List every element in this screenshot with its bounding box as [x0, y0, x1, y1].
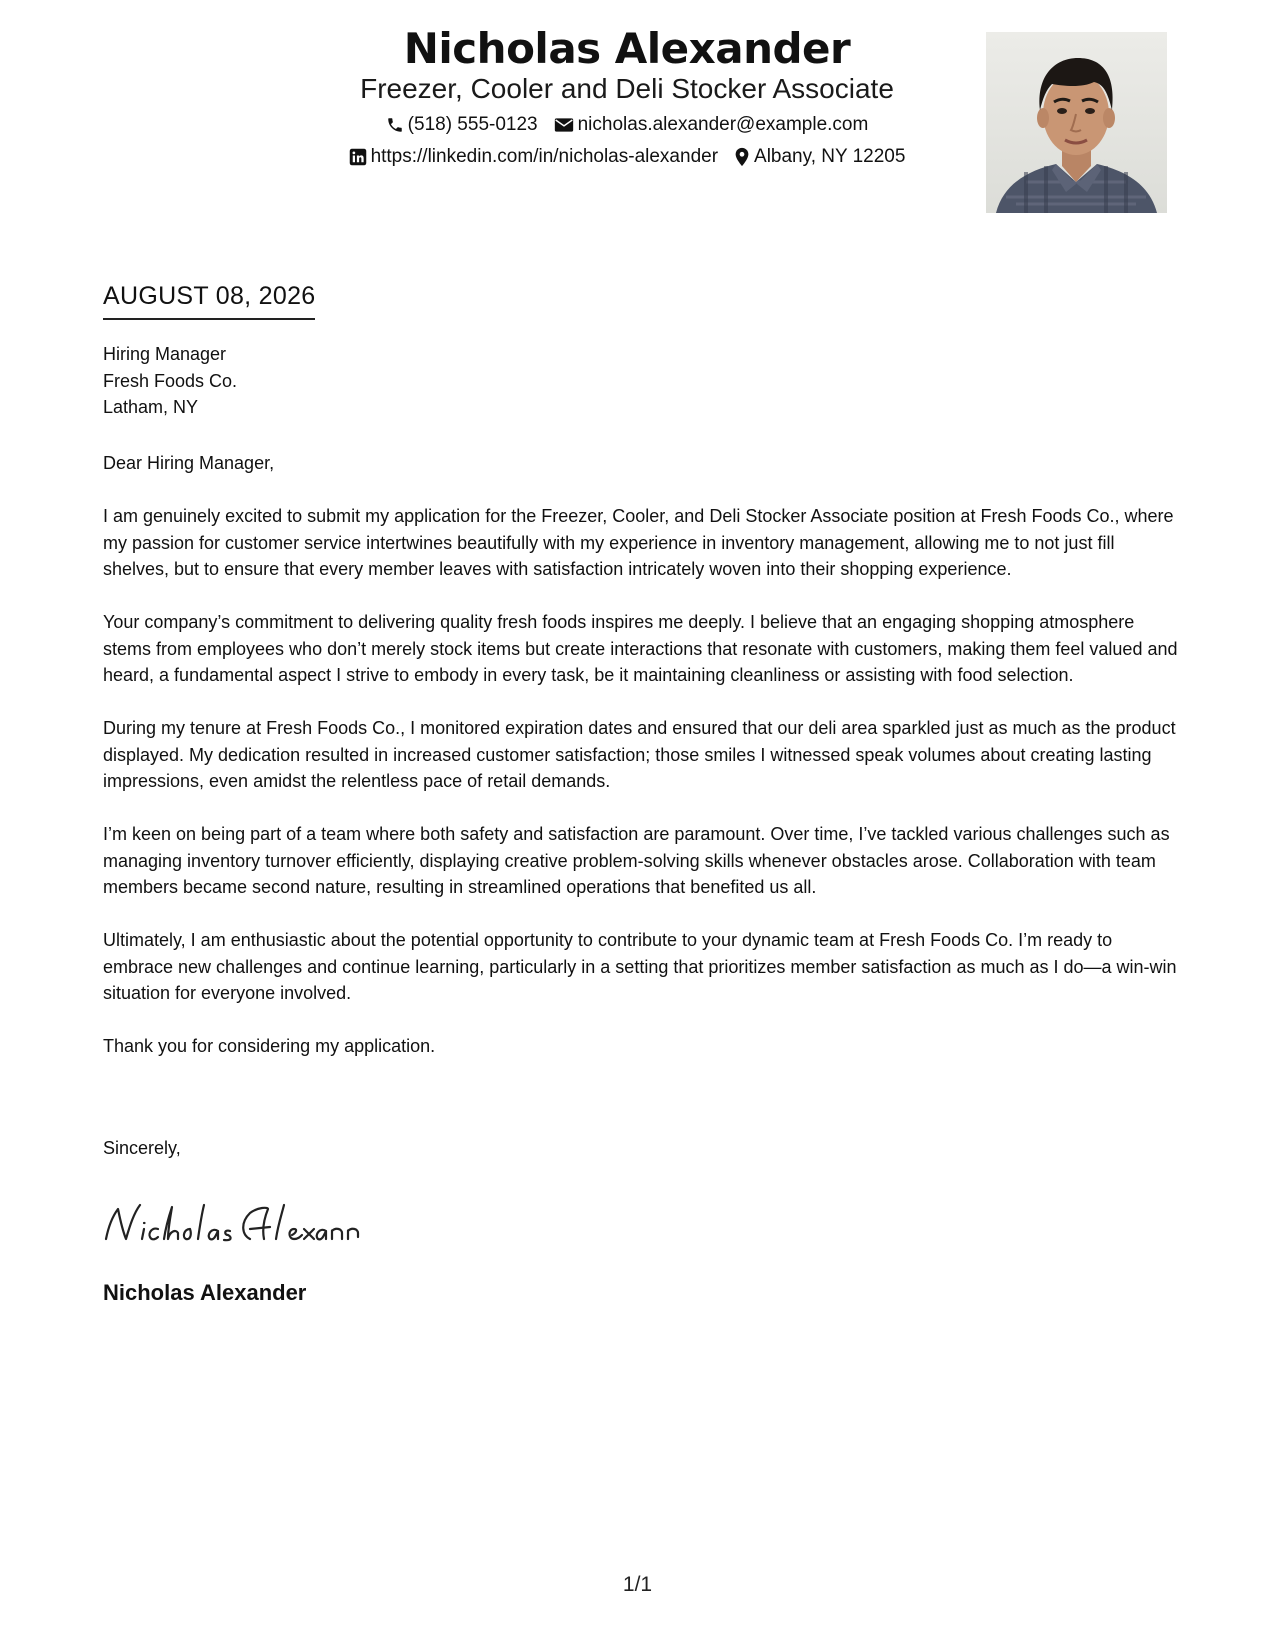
linkedin-contact — [349, 145, 718, 169]
phone-contact — [386, 113, 538, 137]
handwritten-signature — [100, 1195, 370, 1255]
contact-row-1 — [302, 113, 952, 137]
contact-row-2 — [302, 145, 952, 169]
location: Albany, NY 12205 — [754, 146, 906, 167]
linkedin-icon — [349, 148, 367, 166]
recipient-company: Fresh Foods Co. — [103, 370, 238, 391]
body-paragraph: I’m keen on being part of a team where both safety and satisfaction are paramount. Over time, I’ve tackled various challenges such as managing inventory turnover efficiently, displaying creative problem-solving skills whenever obstacles arose. Collaboration with team members became second nature, resulting in streamlined operations that benefited us all. — [103, 824, 1170, 897]
linkedin-url[interactable]: https://linkedin.com/in/nicholas-alexander — [370, 146, 719, 167]
letter-date: AUGUST 08, 2026 — [103, 280, 315, 320]
profile-photo — [986, 32, 1167, 213]
recipient-title: Hiring Manager — [103, 344, 227, 364]
email-address: nicholas.alexander@example.com — [577, 114, 869, 135]
salutation: Dear Hiring Manager, — [103, 453, 275, 473]
body-paragraph: Ultimately, I am enthusiastic about the potential opportunity to contribute to your dynamic team at Fresh Foods Co. I’m ready to embrace new challenges and continue learning, particularly in a setting that prioritizes member satisfaction as much as I do—a win-win situation for everyone involved. — [103, 930, 1177, 1003]
body-paragraph: Your company’s commitment to delivering quality fresh foods inspires me deeply. I believe that an engaging shopping atmosphere stems from employees who don’t merely stock items but create interactions that resonate with customers, making them feel valued and heard, a fundamental aspect I strive to embody in every task, be it maintaining cleanliness or assisting with food selection. — [103, 612, 1178, 685]
signed-name: Nicholas Alexander — [103, 1280, 307, 1305]
closing: Sincerely, — [103, 1138, 181, 1158]
body-paragraph: I am genuinely excited to submit my application for the Freezer, Cooler, and Deli Stocker Associate position at Fresh Foods Co., where my passion for customer service intertwines beautifully with my experience in inventory management, allowing me to not just fill shelves, but to ensure that every member leaves with satisfaction intricately woven into their shopping experience. — [103, 506, 1174, 579]
envelope-icon — [554, 117, 574, 133]
recipient-location: Latham, NY — [103, 397, 199, 417]
phone-number: (518) 555-0123 — [407, 114, 538, 135]
map-pin-icon — [734, 147, 750, 167]
body-paragraph: During my tenure at Fresh Foods Co., I monitored expiration dates and ensured that our deli area sparkled just as much as the product displayed. My dedication resulted in increased customer satisfaction; those smiles I witnessed speak volumes about creating lasting impressions, even amidst the relentless pace of retail demands. — [103, 718, 1176, 791]
job-title: Freezer, Cooler and Deli Stocker Associate — [360, 73, 894, 104]
body-paragraph: Thank you for considering my application. — [103, 1036, 436, 1056]
location-contact — [734, 145, 905, 169]
applicant-name: Nicholas Alexander — [403, 24, 851, 73]
page-number: 1/1 — [622, 1573, 653, 1596]
recipient-block — [103, 341, 237, 421]
phone-icon — [386, 116, 404, 134]
email-contact — [554, 113, 869, 137]
letter-body — [103, 450, 1178, 1086]
